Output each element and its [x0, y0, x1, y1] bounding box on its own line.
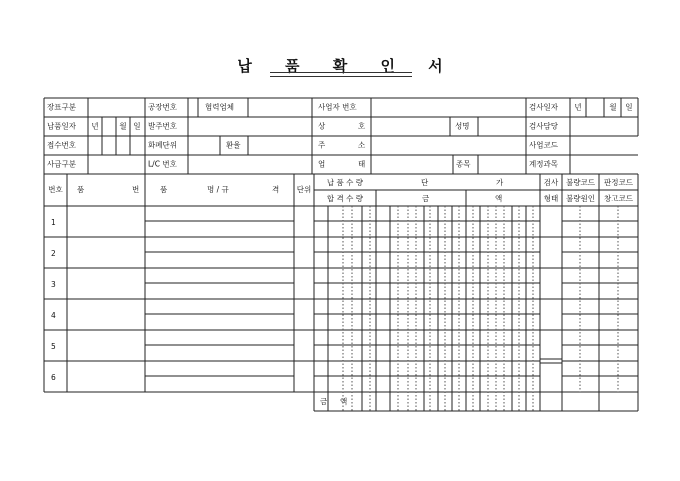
- label-biz-code: 사업코드: [529, 140, 558, 150]
- th-unit-price-1: 단: [421, 178, 429, 187]
- row-number: 5: [51, 342, 56, 351]
- label-address-1: 주: [318, 140, 326, 150]
- document-title: 납 품 확 인 서: [237, 57, 457, 75]
- label-rep-name: 성명: [455, 121, 470, 131]
- label-address-2: 소: [358, 140, 366, 150]
- th-unit: 단위: [296, 185, 312, 194]
- th-part-1: 품: [77, 185, 85, 194]
- th-unit-price-2: 가: [496, 178, 504, 187]
- label-biz-reg-no: 사업자 번호: [318, 102, 357, 112]
- th-defect-code: 불량코드: [566, 178, 595, 187]
- label-exchange-rate: 환율: [226, 140, 241, 150]
- label-order-no: 발주번호: [148, 121, 177, 131]
- label-lc-no: L/C 번호: [148, 159, 177, 169]
- th-part-2: 번: [132, 185, 140, 194]
- row-number: 4: [51, 311, 56, 320]
- label-business-1: 업: [318, 159, 326, 169]
- th-inspection-1: 검사: [543, 178, 559, 187]
- label-delivery-year: 년: [91, 121, 99, 131]
- th-defect-cause: 불량원인: [566, 194, 595, 203]
- label-receipt-no: 접수번호: [47, 140, 76, 150]
- label-delivery-day: 일: [133, 121, 141, 131]
- th-delivery-qty: 납 품 수 량: [326, 178, 364, 187]
- th-name-1: 품: [160, 185, 168, 194]
- label-supply-type: 사급구분: [47, 159, 76, 169]
- th-warehouse-code: 창고코드: [604, 194, 633, 203]
- th-number: 번호: [48, 185, 63, 194]
- label-delivery-month: 월: [119, 121, 127, 131]
- label-account: 계정과목: [529, 159, 558, 169]
- table-lines: [44, 174, 638, 411]
- label-day: 일: [625, 102, 633, 112]
- label-currency: 화폐단위: [148, 140, 177, 150]
- row-number: 2: [51, 249, 56, 258]
- label-year: 년: [574, 102, 582, 112]
- th-name-3: 격: [272, 185, 280, 194]
- label-inspect-date: 검사일자: [529, 102, 558, 112]
- label-delivery-date: 납품일자: [47, 121, 76, 131]
- label-inspector: 검사담당: [529, 121, 558, 131]
- row-number: 1: [51, 218, 56, 227]
- th-passed-qty: 합 격 수 량: [326, 194, 364, 203]
- label-slip-type: 장표구분: [47, 102, 76, 112]
- label-company-1: 상: [318, 121, 326, 131]
- label-plant-no: 공장번호: [148, 102, 177, 112]
- th-judge-code: 판정코드: [604, 178, 633, 187]
- total-label-2: 액: [340, 397, 348, 406]
- row-number: 6: [51, 373, 56, 382]
- label-business-2: 태: [358, 159, 366, 169]
- label-company-2: 호: [358, 121, 366, 131]
- th-inspection-2: 형태: [543, 194, 559, 203]
- th-amount-1: 금: [422, 194, 430, 203]
- label-item: 종목: [456, 159, 471, 169]
- total-label-1: 금: [320, 397, 328, 406]
- label-month: 월: [609, 102, 617, 112]
- th-name-2: 명 / 규: [207, 185, 229, 194]
- th-amount-2: 액: [495, 194, 503, 203]
- row-number: 3: [51, 280, 56, 289]
- label-supplier: 협력업체: [205, 102, 234, 112]
